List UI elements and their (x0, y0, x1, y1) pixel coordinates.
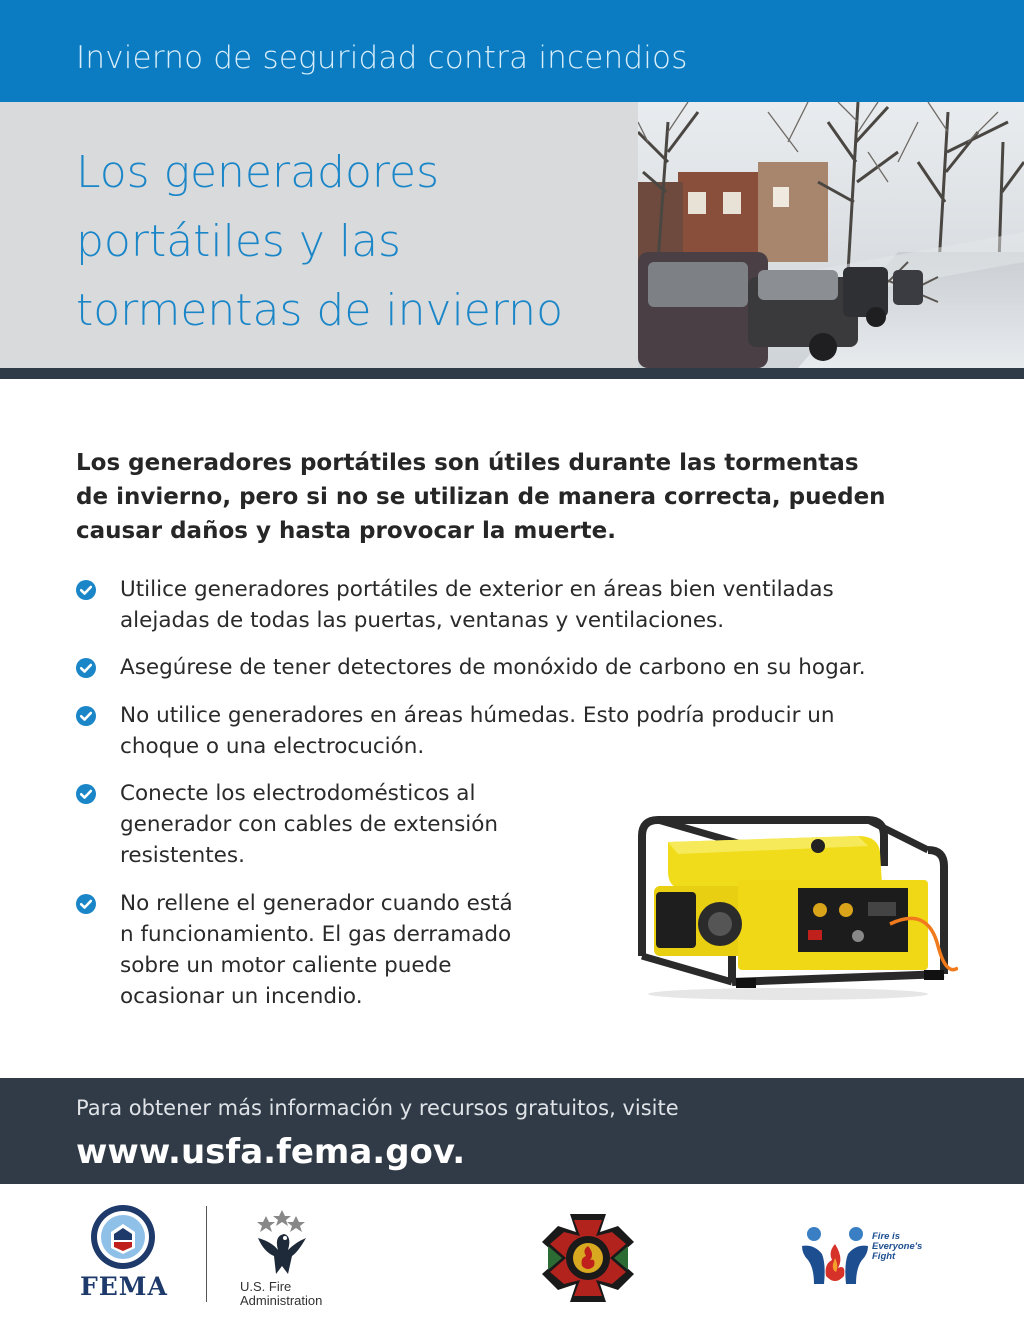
hero-divider (0, 368, 1024, 379)
check-circle-icon (76, 784, 96, 804)
list-item-line: ocasionar un incendio. (120, 984, 363, 1009)
usfa-logo-text (240, 1280, 350, 1308)
title-line: tormentas de invierno (76, 285, 563, 336)
footer-info-text: Para obtener más información y recursos gratuitos, visite (76, 1096, 679, 1120)
usfa-logo-line: U.S. Fire (240, 1279, 292, 1294)
series-title: Invierno de seguridad contra incendios (76, 40, 688, 76)
fie-logo-line: Everyone's (872, 1241, 923, 1252)
logo-divider (206, 1206, 207, 1302)
intro-line: causar daños y hasta provocar la muerte. (76, 518, 616, 544)
check-circle-icon (76, 580, 96, 600)
winter-storm-photo (638, 102, 1024, 368)
fire-maltese-cross-icon (540, 1212, 636, 1304)
footer-url-link[interactable]: www.usfa.fema.gov. (76, 1132, 466, 1172)
list-item-line: resistentes. (120, 843, 245, 868)
partner-logos (0, 1184, 1024, 1325)
list-item-line: Asegúrese de tener detectores de monóxido de carbono en su hogar. (120, 655, 866, 680)
winter-storm-photo-image (638, 102, 1024, 368)
list-item-text (120, 700, 835, 762)
fie-logo-line: Fight (872, 1251, 896, 1262)
list-item-line: n funcionamiento. El gas derramado (120, 922, 512, 947)
list-item-text (120, 888, 513, 1012)
list-item-line: No utilice generadores en áreas húmedas. Esto podría producir un (120, 703, 835, 728)
list-item-line: Conecte los electrodomésticos al (120, 781, 476, 806)
footer-band (0, 1078, 1024, 1184)
title-line: Los generadores (76, 147, 440, 198)
portable-generator-image (628, 806, 958, 1002)
fema-logo-text: FEMA (80, 1272, 168, 1301)
intro-line: Los generadores portátiles son útiles durante las tormentas (76, 450, 859, 476)
check-circle-icon (76, 706, 96, 726)
top-band (0, 0, 1024, 102)
fie-logo-text (872, 1232, 952, 1262)
usfa-eagle-icon (252, 1206, 310, 1278)
list-item-line: sobre un motor caliente puede (120, 953, 452, 978)
check-circle-icon (76, 658, 96, 678)
intro-statement (76, 446, 956, 548)
usfa-logo-line: Administration (240, 1293, 323, 1308)
list-item-text (120, 574, 834, 636)
dhs-seal-icon (90, 1204, 156, 1270)
list-item-text (120, 652, 866, 683)
hero-section (0, 102, 1024, 368)
list-item-line: No rellene el generador cuando está (120, 891, 513, 916)
page-title (76, 138, 636, 345)
title-line: portátiles y las (76, 216, 401, 267)
fire-is-everyones-fight-icon (800, 1224, 870, 1288)
check-circle-icon (76, 894, 96, 914)
fie-logo-line: Fire is (872, 1231, 900, 1242)
list-item-text (120, 778, 498, 871)
list-item-line: Utilice generadores portátiles de exterior en áreas bien ventiladas (120, 577, 834, 602)
list-item-line: choque o una electrocución. (120, 734, 425, 759)
list-item-line: generador con cables de extensión (120, 812, 499, 837)
list-item-line: alejadas de todas las puertas, ventanas y ventilaciones. (120, 608, 725, 633)
intro-line: de invierno, pero si no se utilizan de manera correcta, pueden (76, 484, 886, 510)
